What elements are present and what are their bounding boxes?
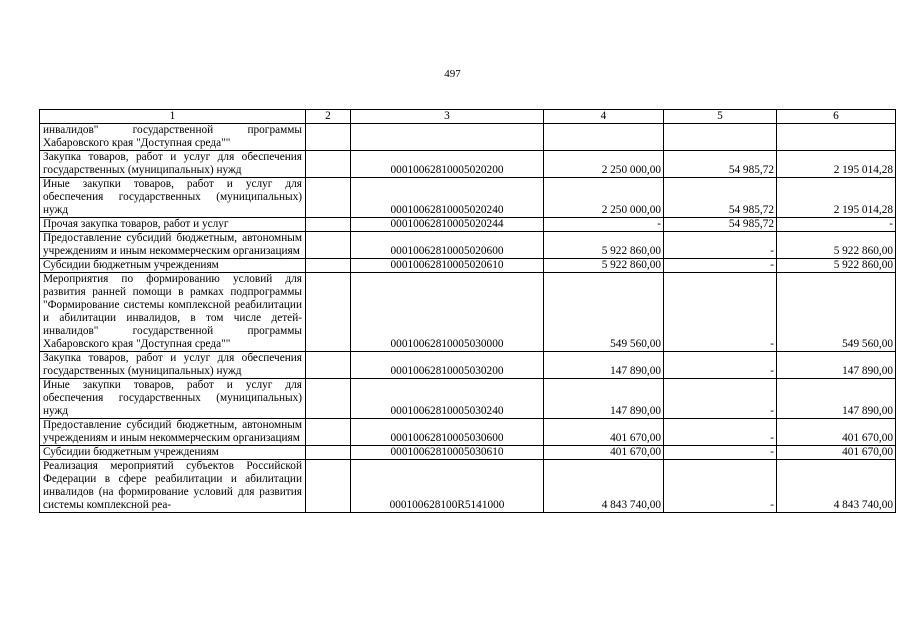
column2-cell <box>306 259 351 273</box>
column2-cell <box>306 460 351 513</box>
amount-col4-cell: 147 890,00 <box>544 379 664 419</box>
budget-code-cell: 00010062810005020610 <box>351 259 544 273</box>
amount-col4-cell: 4 843 740,00 <box>544 460 664 513</box>
budget-code-cell: 00010062810005030200 <box>351 352 544 379</box>
amount-col4-cell: 5 922 860,00 <box>544 259 664 273</box>
amount-col4-cell: 2 250 000,00 <box>544 178 664 218</box>
budget-code-cell: 00010062810005030240 <box>351 379 544 419</box>
table-row <box>40 218 896 232</box>
amount-col4-cell: 2 250 000,00 <box>544 151 664 178</box>
header-row <box>40 110 896 124</box>
amount-col4-cell: 147 890,00 <box>544 352 664 379</box>
column2-cell <box>306 446 351 460</box>
amount-col6-cell: 147 890,00 <box>777 352 896 379</box>
table-row <box>40 460 896 513</box>
budget-code-cell: 00010062810005030000 <box>351 273 544 352</box>
table-row <box>40 151 896 178</box>
amount-col4-cell: 401 670,00 <box>544 419 664 446</box>
table-row <box>40 446 896 460</box>
amount-col5-cell: - <box>664 352 777 379</box>
header-cell-2: 2 <box>306 110 351 124</box>
amount-col5-cell: 54 985,72 <box>664 178 777 218</box>
budget-code-cell: 00010062810005030610 <box>351 446 544 460</box>
column2-cell <box>306 379 351 419</box>
column2-cell <box>306 232 351 259</box>
amount-col6-cell: 4 843 740,00 <box>777 460 896 513</box>
amount-col6-cell: - <box>777 218 896 232</box>
budget-code-cell: 00010062810005020200 <box>351 151 544 178</box>
page-number: 497 <box>444 68 461 80</box>
budget-code-cell: 00010062810005030600 <box>351 419 544 446</box>
header-cell-4: 4 <box>544 110 664 124</box>
description-cell: Субсидии бюджетным учреждениям <box>40 446 306 460</box>
amount-col5-cell <box>664 124 777 151</box>
column2-cell <box>306 218 351 232</box>
amount-col4-cell <box>544 124 664 151</box>
amount-col6-cell <box>777 124 896 151</box>
header-cell-1: 1 <box>40 110 306 124</box>
amount-col6-cell: 5 922 860,00 <box>777 259 896 273</box>
table-body <box>40 110 896 513</box>
amount-col6-cell: 549 560,00 <box>777 273 896 352</box>
header-cell-5: 5 <box>664 110 777 124</box>
amount-col4-cell: 401 670,00 <box>544 446 664 460</box>
description-cell: Закупка товаров, работ и услуг для обеспечения государственных (муниципальных) нужд <box>40 151 306 178</box>
amount-col6-cell: 401 670,00 <box>777 446 896 460</box>
amount-col6-cell: 401 670,00 <box>777 419 896 446</box>
budget-code-cell: 00010062810005020600 <box>351 232 544 259</box>
budget-code-cell: 000100628100R5141000 <box>351 460 544 513</box>
description-cell: Мероприятия по формированию условий для развития ранней помощи в рамках подпрограммы "Формирование системы комплексной реабилитации и абилитации инвалидов, в том числе детей-инвалидов" государственной программы Хабаровского края "Доступная среда"" <box>40 273 306 352</box>
amount-col4-cell: 549 560,00 <box>544 273 664 352</box>
budget-code-cell <box>351 124 544 151</box>
description-cell: Предоставление субсидий бюджетным, автономным учреждениям и иным некоммерческим организациям <box>40 419 306 446</box>
column2-cell <box>306 178 351 218</box>
description-cell: Прочая закупка товаров, работ и услуг <box>40 218 306 232</box>
column2-cell <box>306 273 351 352</box>
description-cell: Иные закупки товаров, работ и услуг для обеспечения государственных (муниципальных) нужд <box>40 379 306 419</box>
amount-col5-cell: - <box>664 259 777 273</box>
description-cell: Закупка товаров, работ и услуг для обеспечения государственных (муниципальных) нужд <box>40 352 306 379</box>
column2-cell <box>306 124 351 151</box>
amount-col6-cell: 147 890,00 <box>777 379 896 419</box>
amount-col5-cell: - <box>664 460 777 513</box>
table-row <box>40 352 896 379</box>
column2-cell <box>306 352 351 379</box>
amount-col5-cell: 54 985,72 <box>664 151 777 178</box>
amount-col5-cell: - <box>664 232 777 259</box>
amount-col5-cell: - <box>664 273 777 352</box>
amount-col6-cell: 5 922 860,00 <box>777 232 896 259</box>
budget-code-cell: 00010062810005020244 <box>351 218 544 232</box>
description-cell: инвалидов" государственной программы Хабаровского края "Доступная среда"" <box>40 124 306 151</box>
budget-table <box>39 109 896 513</box>
description-cell: Предоставление субсидий бюджетным, автономным учреждениям и иным некоммерческим организациям <box>40 232 306 259</box>
amount-col5-cell: 54 985,72 <box>664 218 777 232</box>
table-row <box>40 124 896 151</box>
amount-col6-cell: 2 195 014,28 <box>777 178 896 218</box>
amount-col5-cell: - <box>664 379 777 419</box>
description-cell: Иные закупки товаров, работ и услуг для обеспечения государственных (муниципальных) нужд <box>40 178 306 218</box>
amount-col4-cell: - <box>544 218 664 232</box>
table-row <box>40 259 896 273</box>
header-cell-3: 3 <box>351 110 544 124</box>
column2-cell <box>306 151 351 178</box>
amount-col6-cell: 2 195 014,28 <box>777 151 896 178</box>
description-cell: Субсидии бюджетным учреждениям <box>40 259 306 273</box>
column2-cell <box>306 419 351 446</box>
table-row <box>40 273 896 352</box>
header-cell-6: 6 <box>777 110 896 124</box>
description-cell: Реализация мероприятий субъектов Российской Федерации в сфере реабилитации и абилитации инвалидов (на формирование условий для развития системы комплексной реа- <box>40 460 306 513</box>
amount-col5-cell: - <box>664 446 777 460</box>
table-row <box>40 419 896 446</box>
budget-code-cell: 00010062810005020240 <box>351 178 544 218</box>
amount-col4-cell: 5 922 860,00 <box>544 232 664 259</box>
amount-col5-cell: - <box>664 419 777 446</box>
table-row <box>40 379 896 419</box>
table-row <box>40 178 896 218</box>
table-row <box>40 232 896 259</box>
